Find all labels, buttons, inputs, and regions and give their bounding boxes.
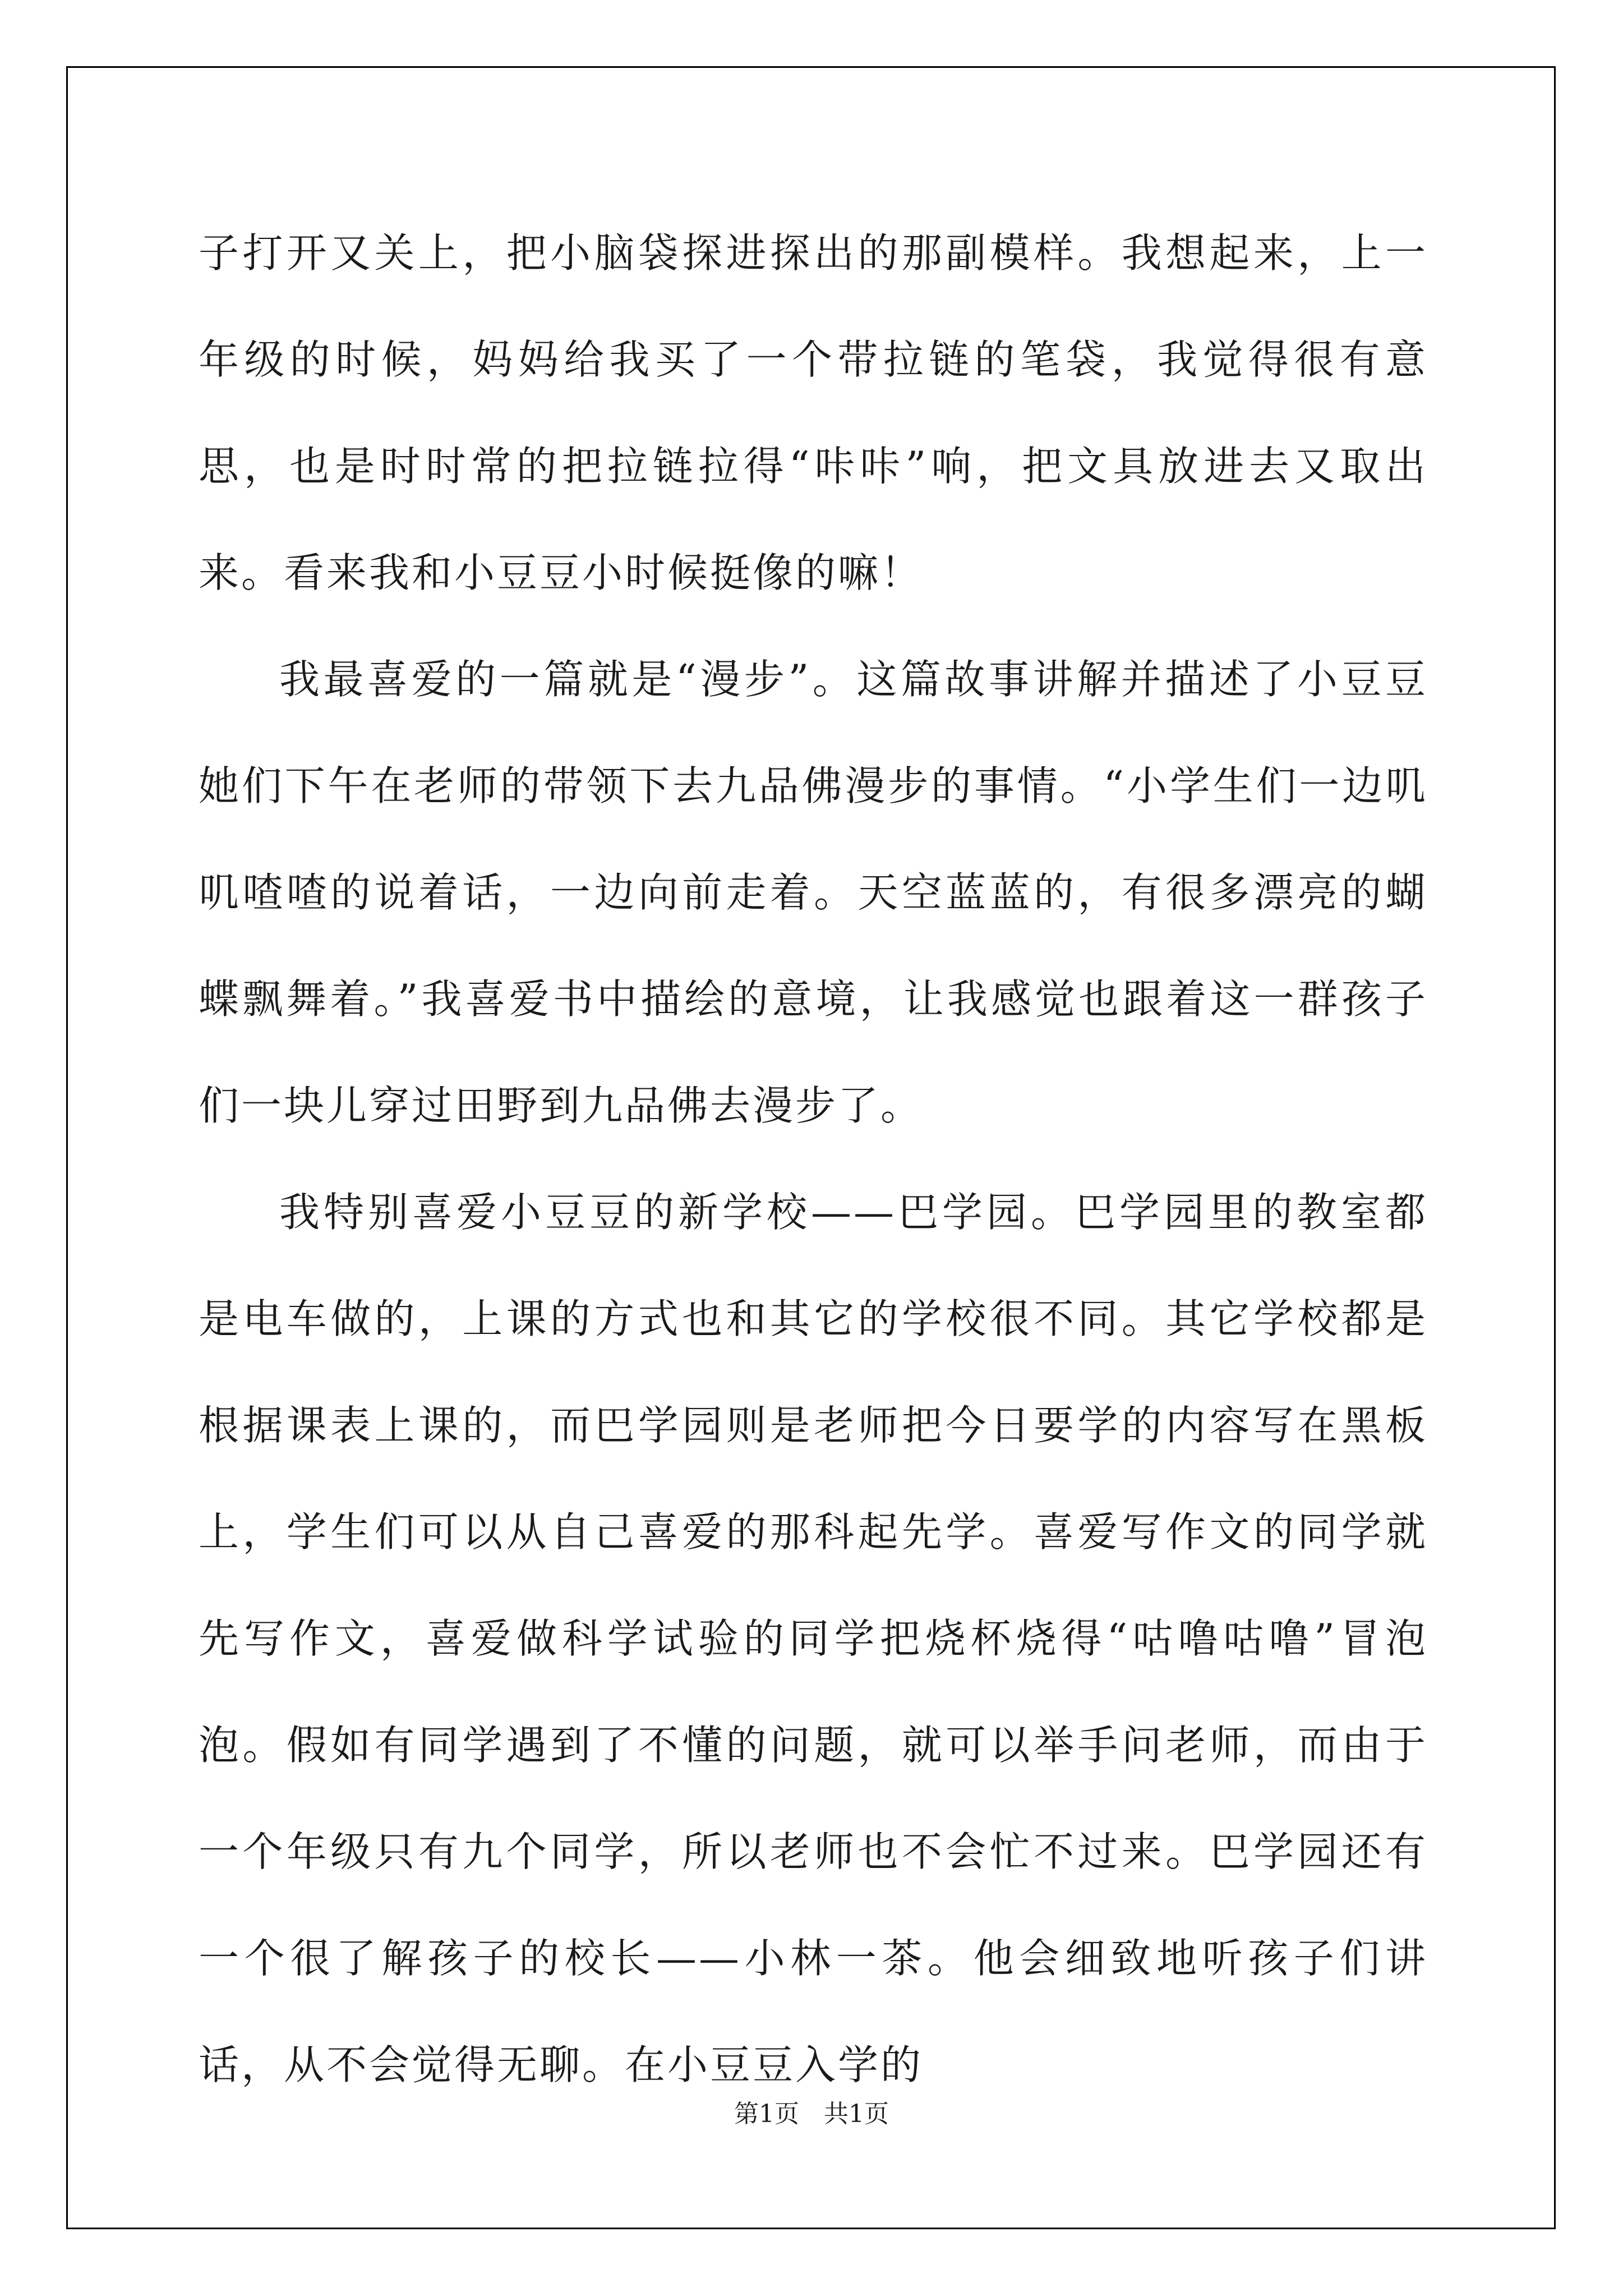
page-total: 共1页 <box>824 2100 889 2128</box>
paragraph-2: 我最喜爱的一篇就是“漫步”。这篇故事讲解并描述了小豆豆她们下午在老师的带领下去九品佛漫步的事情。“小学生们一边叽叽喳喳的说着话，一边向前走着。天空蓝蓝的，有很多漂亮的蝴蝶飘舞着。”我喜爱书中描绘的意境，让我感觉也跟着这一群孩子们一块儿穿过田野到九品佛去漫步了。 <box>199 656 1428 1129</box>
page-number: 第1页 <box>734 2100 799 2128</box>
page-footer <box>0 2093 1623 2129</box>
paragraph-3: 我特别喜爱小豆豆的新学校——巴学园。巴学园里的教室都是电车做的，上课的方式也和其它的学校很不同。其它学校都是根据课表上课的，而巴学园则是老师把今日要学的内容写在黑板上，学生们可以从自己喜爱的那科起先学。喜爱写作文的同学就先写作文，喜爱做科学试验的同学把烧杯烧得“咕噜咕噜”冒泡泡。假如有同学遇到了不懂的问题，就可以举手问老师，而由于一个年级只有九个同学，所以老师也不会忙不过来。巴学园还有一个很了解孩子的校长——小林一茶。他会细致地听孩子们讲话，从不会觉得无聊。在小豆豆入学的 <box>199 1189 1428 2088</box>
paragraph-1: 子打开又关上，把小脑袋探进探出的那副模样。我想起来，上一年级的时候，妈妈给我买了一个带拉链的笔袋，我觉得很有意思，也是时时常的把拉链拉得“咔咔”响，把文具放进去又取出来。看来我和小豆豆小时候挺像的嘛！ <box>199 229 1428 596</box>
document-body <box>199 200 1428 2118</box>
